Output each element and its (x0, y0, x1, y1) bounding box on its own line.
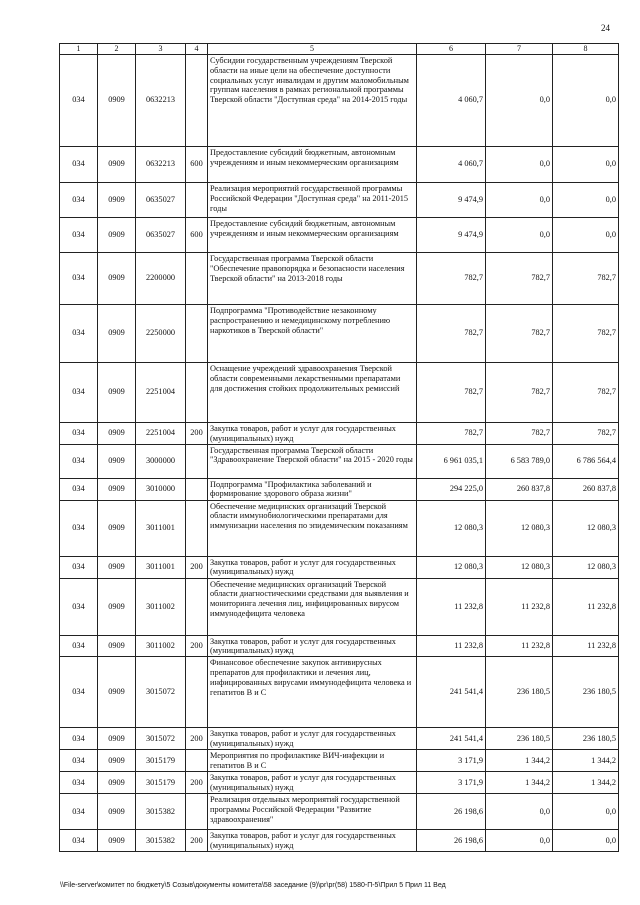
table-row (60, 750, 619, 772)
cell-code-expense (186, 750, 208, 772)
cell-code-section: 0909 (98, 500, 136, 556)
cell-code-expense (186, 478, 208, 500)
cell-amount-2015: 782,7 (417, 422, 486, 444)
cell-amount-2015: 11 232,8 (417, 578, 486, 635)
table-row (60, 772, 619, 794)
cell-amount-2016: 236 180,5 (486, 728, 553, 750)
column-header: 4 (186, 44, 208, 55)
cell-code-target: 3015072 (136, 728, 186, 750)
cell-code-section: 0909 (98, 146, 136, 182)
cell-amount-2017: 0,0 (553, 794, 619, 830)
cell-amount-2016: 260 837,8 (486, 478, 553, 500)
cell-code-expense: 200 (186, 830, 208, 852)
table-row (60, 146, 619, 182)
cell-description: Мероприятия по профилактике ВИЧ-инфекции и гепатитов В и С (208, 750, 417, 772)
cell-code-target: 3015382 (136, 830, 186, 852)
cell-code-target: 3015179 (136, 772, 186, 794)
cell-amount-2017: 782,7 (553, 422, 619, 444)
cell-code-target: 3011002 (136, 578, 186, 635)
table-body (60, 54, 619, 852)
cell-code-expense: 200 (186, 728, 208, 750)
cell-description: Предоставление субсидий бюджетным, автономным учреждениям и иным некоммерческим организациям (208, 146, 417, 182)
cell-code-section: 0909 (98, 252, 136, 304)
table-row (60, 578, 619, 635)
cell-code-expense (186, 304, 208, 362)
cell-code-target: 0632213 (136, 146, 186, 182)
cell-amount-2017: 12 080,3 (553, 500, 619, 556)
table-row (60, 728, 619, 750)
cell-amount-2016: 782,7 (486, 422, 553, 444)
cell-amount-2017: 1 344,2 (553, 750, 619, 772)
cell-amount-2015: 294 225,0 (417, 478, 486, 500)
cell-code-section: 0909 (98, 478, 136, 500)
cell-code-section: 0909 (98, 54, 136, 146)
cell-code-expense (186, 252, 208, 304)
cell-amount-2017: 236 180,5 (553, 728, 619, 750)
cell-code-section: 0909 (98, 635, 136, 657)
cell-amount-2017: 0,0 (553, 830, 619, 852)
cell-amount-2016: 782,7 (486, 304, 553, 362)
page-number: 24 (601, 23, 610, 33)
cell-amount-2016: 0,0 (486, 794, 553, 830)
cell-amount-2015: 782,7 (417, 304, 486, 362)
cell-code-admin: 034 (60, 728, 98, 750)
cell-code-target: 3015382 (136, 794, 186, 830)
cell-code-expense (186, 657, 208, 728)
cell-code-admin: 034 (60, 54, 98, 146)
cell-code-section: 0909 (98, 772, 136, 794)
cell-amount-2017: 236 180,5 (553, 657, 619, 728)
cell-code-section: 0909 (98, 217, 136, 252)
cell-description: Государственная программа Тверской области "Здравоохранение Тверской области" на 2015 - 2020 годы (208, 444, 417, 478)
cell-code-section: 0909 (98, 422, 136, 444)
cell-amount-2015: 3 171,9 (417, 772, 486, 794)
footer-file-path: \\File-server\комитет по бюджету\5 Созыв\документы комитета\58 заседание (9)\рг\рг(58) 1580-П-5\Прил 5 Прил 11 Вед (60, 882, 446, 889)
cell-amount-2016: 0,0 (486, 830, 553, 852)
cell-code-expense (186, 444, 208, 478)
column-header: 3 (136, 44, 186, 55)
cell-description: Закупка товаров, работ и услуг для государственных (муниципальных) нужд (208, 556, 417, 578)
cell-code-admin: 034 (60, 635, 98, 657)
cell-description: Закупка товаров, работ и услуг для государственных (муниципальных) нужд (208, 728, 417, 750)
cell-code-expense: 200 (186, 772, 208, 794)
cell-description: Обеспечение медицинских организаций Тверской области иммунобиологическими препаратами для иммунизации населения по эпидемическим показаниям (208, 500, 417, 556)
cell-amount-2016: 12 080,3 (486, 556, 553, 578)
cell-description: Реализация отдельных мероприятий государственной программы Российской Федерации "Развитие здравоохранения" (208, 794, 417, 830)
cell-code-admin: 034 (60, 304, 98, 362)
cell-amount-2015: 3 171,9 (417, 750, 486, 772)
column-header: 5 (208, 44, 417, 55)
cell-code-admin: 034 (60, 422, 98, 444)
cell-code-expense: 600 (186, 146, 208, 182)
cell-code-admin: 034 (60, 444, 98, 478)
cell-code-expense (186, 362, 208, 422)
cell-code-expense: 600 (186, 217, 208, 252)
cell-code-expense (186, 54, 208, 146)
cell-code-admin: 034 (60, 830, 98, 852)
cell-code-target: 0632213 (136, 54, 186, 146)
cell-code-target: 2250000 (136, 304, 186, 362)
cell-amount-2015: 4 060,7 (417, 54, 486, 146)
cell-code-expense (186, 500, 208, 556)
cell-code-expense: 200 (186, 556, 208, 578)
cell-code-target: 0635027 (136, 182, 186, 217)
cell-code-admin: 034 (60, 146, 98, 182)
cell-amount-2015: 26 198,6 (417, 830, 486, 852)
cell-amount-2015: 6 961 035,1 (417, 444, 486, 478)
cell-amount-2016: 0,0 (486, 182, 553, 217)
cell-code-section: 0909 (98, 578, 136, 635)
cell-description: Подпрограмма "Профилактика заболеваний и формирование здорового образа жизни" (208, 478, 417, 500)
cell-code-admin: 034 (60, 362, 98, 422)
cell-amount-2017: 11 232,8 (553, 635, 619, 657)
cell-amount-2016: 12 080,3 (486, 500, 553, 556)
table-row (60, 657, 619, 728)
cell-amount-2016: 0,0 (486, 217, 553, 252)
budget-table (59, 43, 619, 852)
cell-amount-2015: 241 541,4 (417, 728, 486, 750)
cell-code-expense (186, 794, 208, 830)
cell-amount-2016: 236 180,5 (486, 657, 553, 728)
cell-code-section: 0909 (98, 830, 136, 852)
cell-code-admin: 034 (60, 578, 98, 635)
cell-description: Субсидии государственным учреждениям Тверской области на иные цели на обеспечение доступности социальных услуг инвалидам и другим маломобильным группам населения в рамках региональной программы Тверской области "Доступная среда" на 2014-2015 годы (208, 54, 417, 146)
cell-amount-2016: 1 344,2 (486, 772, 553, 794)
cell-amount-2015: 12 080,3 (417, 556, 486, 578)
cell-code-target: 2200000 (136, 252, 186, 304)
column-header: 8 (553, 44, 619, 55)
cell-amount-2015: 9 474,9 (417, 182, 486, 217)
column-header: 6 (417, 44, 486, 55)
cell-code-section: 0909 (98, 362, 136, 422)
cell-code-section: 0909 (98, 182, 136, 217)
cell-amount-2016: 11 232,8 (486, 578, 553, 635)
table-row (60, 182, 619, 217)
cell-code-target: 0635027 (136, 217, 186, 252)
cell-amount-2017: 1 344,2 (553, 772, 619, 794)
cell-amount-2017: 782,7 (553, 252, 619, 304)
table-row (60, 217, 619, 252)
table-row (60, 304, 619, 362)
table-row (60, 422, 619, 444)
table-row (60, 252, 619, 304)
table-row (60, 830, 619, 852)
table-row (60, 556, 619, 578)
cell-description: Реализация мероприятий государственной программы Российской Федерации "Доступная среда" на 2011-2015 годы (208, 182, 417, 217)
cell-code-admin: 034 (60, 772, 98, 794)
cell-code-admin: 034 (60, 794, 98, 830)
cell-amount-2016: 0,0 (486, 146, 553, 182)
table-row (60, 794, 619, 830)
cell-amount-2015: 11 232,8 (417, 635, 486, 657)
cell-code-target: 3000000 (136, 444, 186, 478)
cell-description: Закупка товаров, работ и услуг для государственных (муниципальных) нужд (208, 422, 417, 444)
cell-amount-2017: 6 786 564,4 (553, 444, 619, 478)
cell-description: Закупка товаров, работ и услуг для государственных (муниципальных) нужд (208, 830, 417, 852)
table-row (60, 478, 619, 500)
cell-amount-2017: 12 080,3 (553, 556, 619, 578)
cell-code-admin: 034 (60, 750, 98, 772)
cell-amount-2015: 241 541,4 (417, 657, 486, 728)
cell-code-admin: 034 (60, 478, 98, 500)
cell-code-expense: 200 (186, 635, 208, 657)
cell-code-expense (186, 578, 208, 635)
cell-description: Предоставление субсидий бюджетным, автономным учреждениям и иным некоммерческим организациям (208, 217, 417, 252)
cell-amount-2016: 6 583 789,0 (486, 444, 553, 478)
cell-amount-2017: 0,0 (553, 217, 619, 252)
cell-code-target: 2251004 (136, 362, 186, 422)
cell-amount-2017: 260 837,8 (553, 478, 619, 500)
cell-description: Государственная программа Тверской области "Обеспечение правопорядка и безопасности населения Тверской области" на 2013-2018 годы (208, 252, 417, 304)
cell-code-section: 0909 (98, 556, 136, 578)
cell-amount-2016: 0,0 (486, 54, 553, 146)
cell-code-target: 3010000 (136, 478, 186, 500)
cell-description: Подпрограмма "Противодействие незаконному распространению и немедицинскому потреблению наркотиков в Тверской области" (208, 304, 417, 362)
table-row (60, 54, 619, 146)
cell-code-admin: 034 (60, 182, 98, 217)
cell-amount-2015: 782,7 (417, 362, 486, 422)
column-header: 1 (60, 44, 98, 55)
cell-code-section: 0909 (98, 794, 136, 830)
cell-code-admin: 034 (60, 217, 98, 252)
cell-description: Обеспечение медицинских организаций Тверской области диагностическими средствами для выявления и мониторинга лечения лиц, инфицированных вирусом иммунодефицита человека (208, 578, 417, 635)
cell-code-target: 2251004 (136, 422, 186, 444)
cell-code-target: 3011001 (136, 500, 186, 556)
cell-amount-2016: 782,7 (486, 362, 553, 422)
table-row (60, 362, 619, 422)
cell-code-section: 0909 (98, 728, 136, 750)
table-row (60, 500, 619, 556)
cell-code-expense: 200 (186, 422, 208, 444)
cell-code-admin: 034 (60, 500, 98, 556)
cell-code-section: 0909 (98, 750, 136, 772)
cell-amount-2015: 4 060,7 (417, 146, 486, 182)
cell-amount-2015: 782,7 (417, 252, 486, 304)
cell-amount-2015: 12 080,3 (417, 500, 486, 556)
column-header: 2 (98, 44, 136, 55)
cell-description: Закупка товаров, работ и услуг для государственных (муниципальных) нужд (208, 635, 417, 657)
cell-code-admin: 034 (60, 657, 98, 728)
cell-amount-2017: 0,0 (553, 182, 619, 217)
cell-code-admin: 034 (60, 556, 98, 578)
cell-description: Оснащение учреждений здравоохранения Тверской области современными лекарственными препаратами для достижения стойких продолжительных ремиссий (208, 362, 417, 422)
cell-code-admin: 034 (60, 252, 98, 304)
cell-code-target: 3011001 (136, 556, 186, 578)
cell-amount-2017: 0,0 (553, 54, 619, 146)
cell-code-section: 0909 (98, 444, 136, 478)
table-header-row (60, 44, 619, 55)
cell-amount-2017: 782,7 (553, 362, 619, 422)
cell-code-expense (186, 182, 208, 217)
table-row (60, 444, 619, 478)
cell-code-target: 3011002 (136, 635, 186, 657)
cell-code-section: 0909 (98, 304, 136, 362)
cell-description: Финансовое обеспечение закупок антивирусных препаратов для профилактики и лечения лиц, инфицированных вирусами иммунодефицита человека и гепатитов В и С (208, 657, 417, 728)
cell-code-target: 3015179 (136, 750, 186, 772)
cell-amount-2017: 782,7 (553, 304, 619, 362)
cell-amount-2017: 0,0 (553, 146, 619, 182)
column-header: 7 (486, 44, 553, 55)
cell-amount-2016: 11 232,8 (486, 635, 553, 657)
cell-amount-2016: 1 344,2 (486, 750, 553, 772)
cell-amount-2015: 9 474,9 (417, 217, 486, 252)
cell-code-section: 0909 (98, 657, 136, 728)
cell-code-target: 3015072 (136, 657, 186, 728)
cell-description: Закупка товаров, работ и услуг для государственных (муниципальных) нужд (208, 772, 417, 794)
cell-amount-2017: 11 232,8 (553, 578, 619, 635)
cell-amount-2015: 26 198,6 (417, 794, 486, 830)
cell-amount-2016: 782,7 (486, 252, 553, 304)
table-row (60, 635, 619, 657)
